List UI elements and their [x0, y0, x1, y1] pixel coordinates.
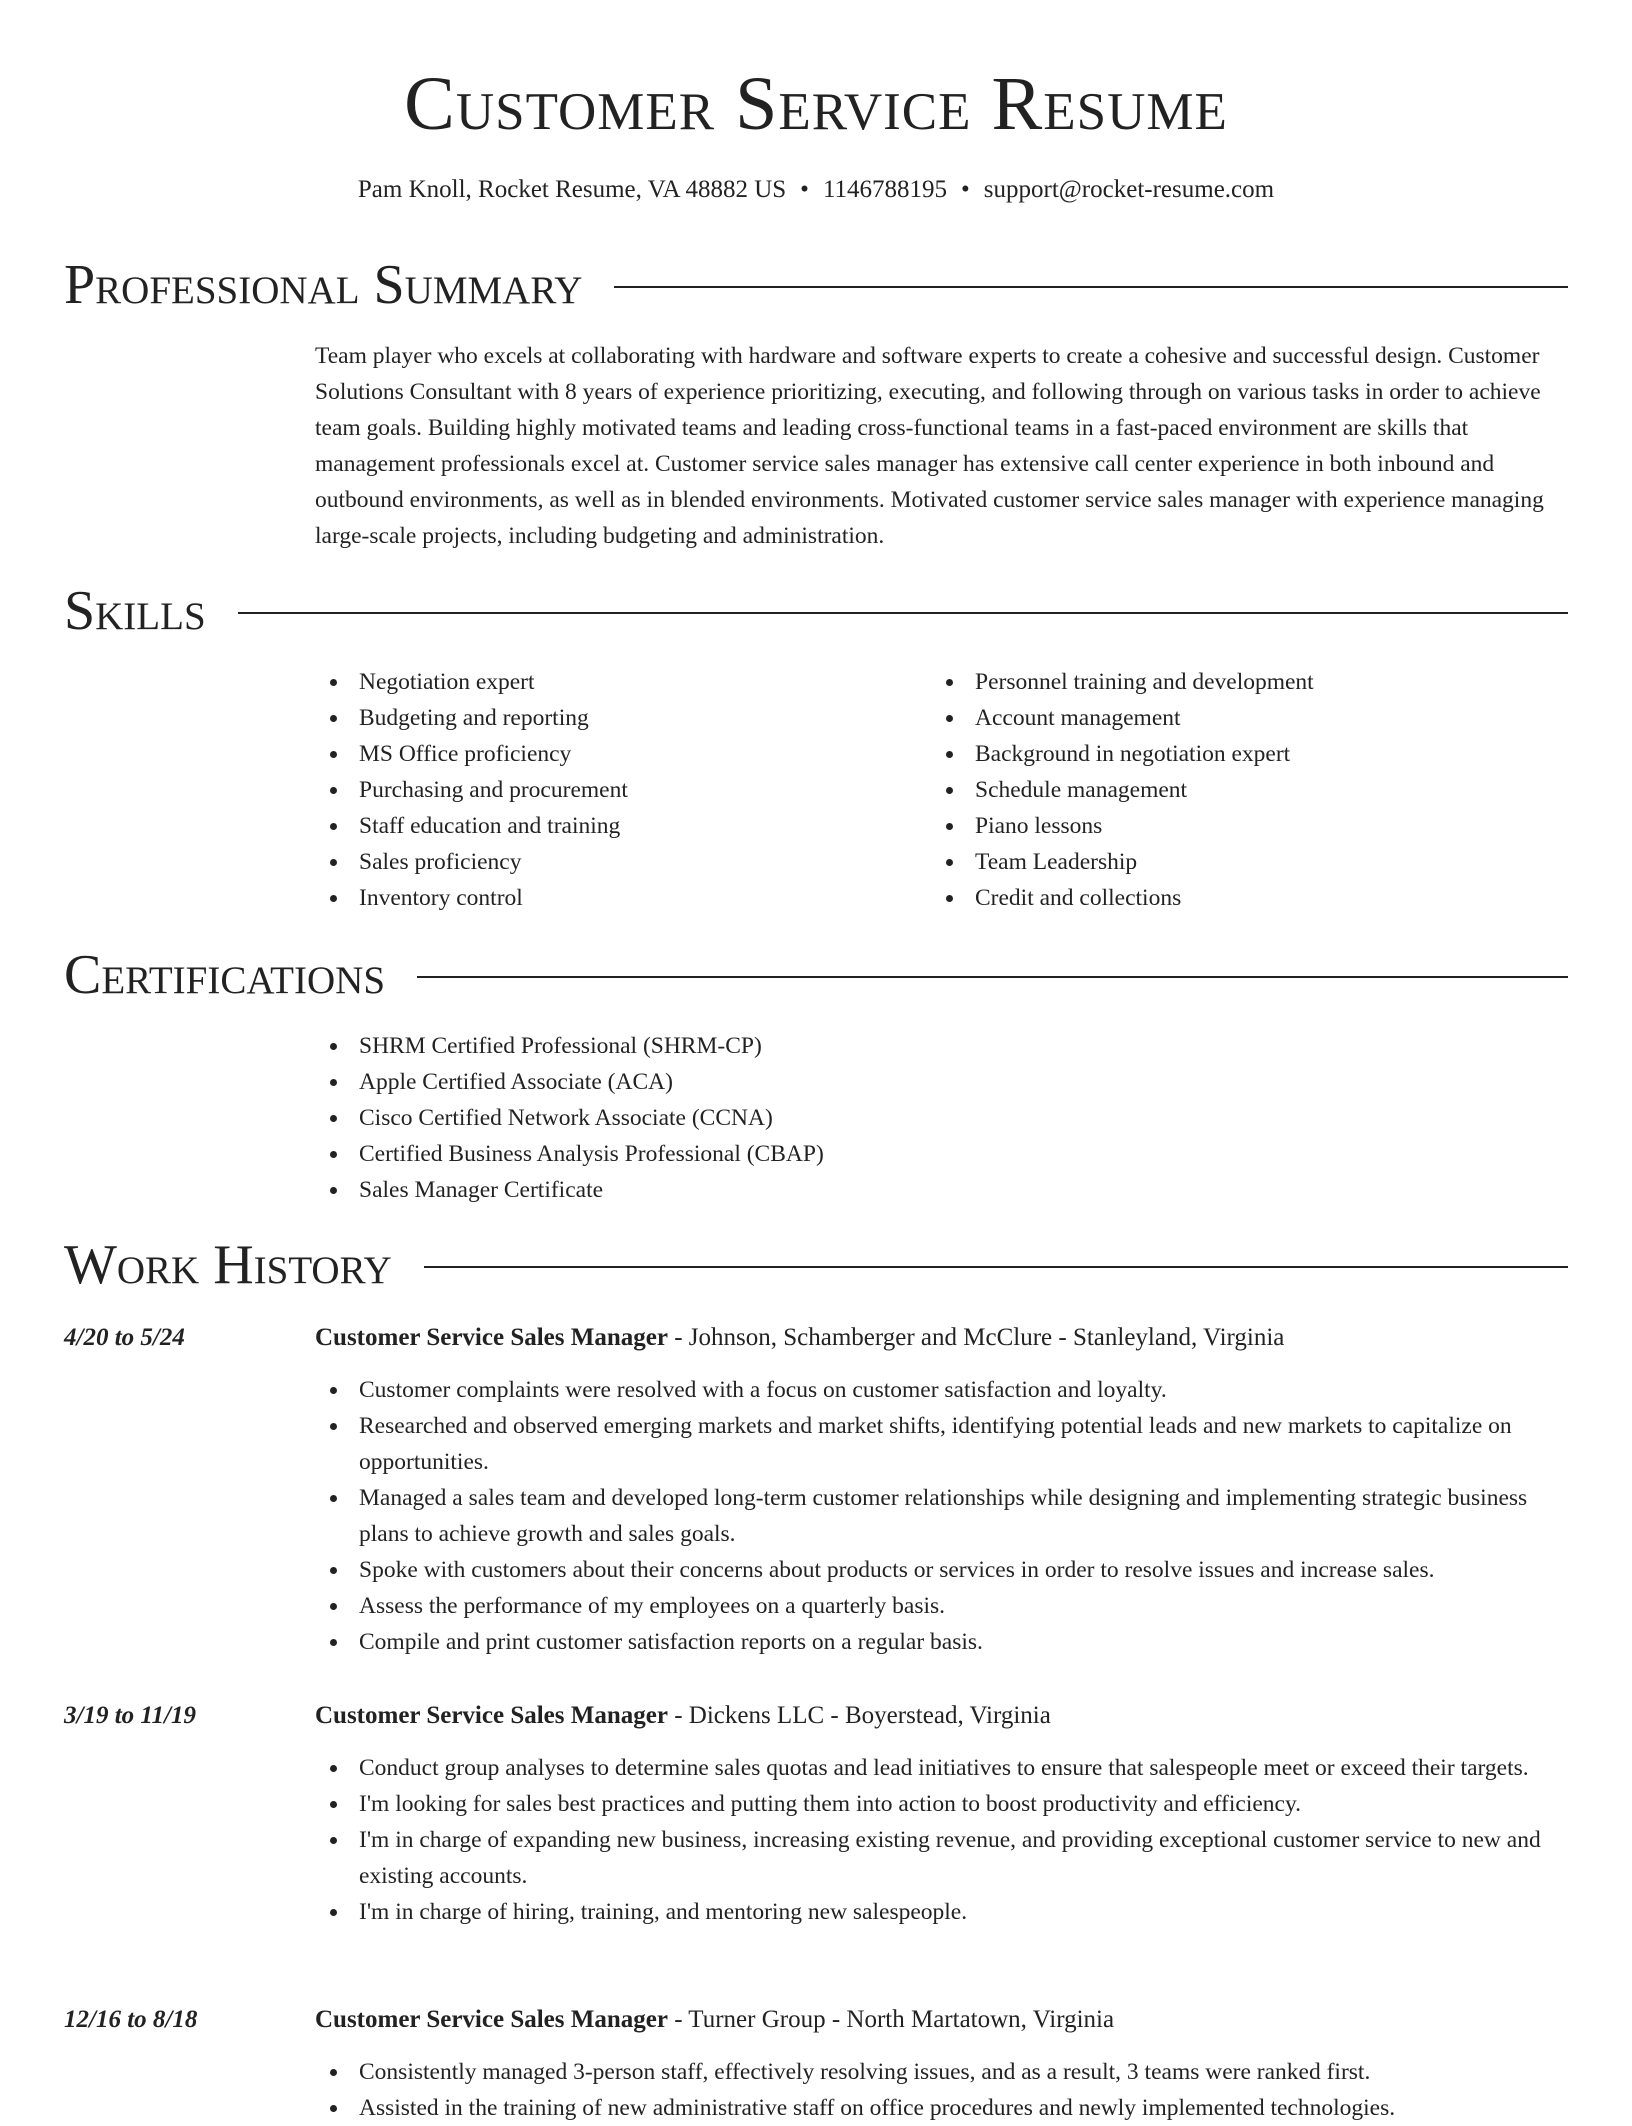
skills-list-left: [315, 664, 915, 916]
skill-item: Credit and collections: [931, 880, 1571, 916]
job-company-location: - Johnson, Schamberger and McClure - Stanleyland, Virginia: [667, 1324, 1285, 1351]
certification-item: Cisco Certified Network Associate (CCNA): [315, 1100, 1315, 1136]
section-divider: [614, 286, 1568, 288]
skill-item: Inventory control: [315, 880, 915, 916]
skill-item: MS Office proficiency: [315, 736, 915, 772]
skill-item: Personnel training and development: [931, 664, 1571, 700]
contact-address: Pam Knoll, Rocket Resume, VA 48882 US: [357, 176, 787, 203]
skill-item: Background in negotiation expert: [931, 736, 1571, 772]
work-history-heading: [64, 1232, 1568, 1298]
job-bullets: [315, 1372, 1570, 1660]
contact-email[interactable]: support@rocket-resume.com: [983, 176, 1275, 203]
skill-item: Schedule management: [931, 772, 1571, 808]
contact-separator: •: [800, 176, 809, 203]
job-title: Customer Service Sales Manager: [315, 2006, 668, 2033]
skills-heading-text: Skills: [64, 580, 206, 642]
skill-item: Budgeting and reporting: [315, 700, 915, 736]
job-bullet: Managed a sales team and developed long-term customer relationships while designing and implementing strategic business plans to achieve growth and sales goals.: [315, 1480, 1570, 1552]
certification-item: Certified Business Analysis Professional (CBAP): [315, 1136, 1315, 1172]
certification-item: Apple Certified Associate (ACA): [315, 1064, 1315, 1100]
certifications-heading-text: Certifications: [64, 944, 386, 1006]
job-bullets: [315, 1750, 1570, 1930]
job-bullet: Customer complaints were resolved with a focus on customer satisfaction and loyalty.: [315, 1372, 1570, 1408]
job-bullet: Compile and print customer satisfaction reports on a regular basis.: [315, 1624, 1570, 1660]
skills-heading: [64, 578, 1568, 644]
job-bullet: I'm in charge of hiring, training, and mentoring new salespeople.: [315, 1894, 1570, 1930]
job-header: [315, 2002, 1114, 2038]
skill-item: Account management: [931, 700, 1571, 736]
contact-separator: •: [961, 176, 970, 203]
skill-item: Team Leadership: [931, 844, 1571, 880]
skill-item: Negotiation expert: [315, 664, 915, 700]
job-header: [315, 1698, 1051, 1734]
section-divider: [417, 976, 1568, 978]
job-bullet: I'm in charge of expanding new business, increasing existing revenue, and providing exceptional customer service to new and existing accounts.: [315, 1822, 1570, 1894]
job-company-location: - Turner Group - North Martatown, Virginia: [667, 2006, 1115, 2033]
job-company-location: - Dickens LLC - Boyerstead, Virginia: [667, 1702, 1051, 1729]
section-divider: [424, 1266, 1568, 1268]
skill-item: Staff education and training: [315, 808, 915, 844]
skill-item: Piano lessons: [931, 808, 1571, 844]
job-dates: 4/20 to 5/24: [64, 1324, 185, 1351]
job-dates: 3/19 to 11/19: [64, 1702, 196, 1729]
skill-item: Purchasing and procurement: [315, 772, 915, 808]
job-bullet: Conduct group analyses to determine sales quotas and lead initiatives to ensure that salespeople meet or exceed their targets.: [315, 1750, 1570, 1786]
resume-title: Customer Service Resume: [404, 62, 1228, 146]
summary-text: Team player who excels at collaborating with hardware and software experts to create a cohesive and successful design. Customer Solutions Consultant with 8 years of experience prioritizing, executing, and following through on various tasks in order to achieve team goals. Building highly motivated teams and leading cross-functional teams in a fast-paced environment are skills that management professionals excel at. Customer service sales manager has extensive call center experience in both inbound and outbound environments, as well as in blended environments. Motivated customer service sales manager with experience managing large-scale projects, including budgeting and administration.: [315, 343, 1544, 549]
contact-line: [0, 172, 1632, 208]
job-bullet: Consistently managed 3-person staff, effectively resolving issues, and as a result, 3 teams were ranked first.: [315, 2054, 1570, 2090]
work-history-heading-text: Work History: [64, 1234, 392, 1296]
certifications-list: [315, 1028, 1315, 1208]
certification-item: Sales Manager Certificate: [315, 1172, 1315, 1208]
job-bullets: [315, 2054, 1570, 2126]
job-bullet: I'm looking for sales best practices and putting them into action to boost productivity and efficiency.: [315, 1786, 1570, 1822]
job-bullet: Assess the performance of my employees on a quarterly basis.: [315, 1588, 1570, 1624]
skills-list-right: [931, 664, 1571, 916]
skill-item: Sales proficiency: [315, 844, 915, 880]
job-bullet: Assisted in the training of new administrative staff on office procedures and newly implemented technologies.: [315, 2090, 1570, 2126]
job-bullet: Researched and observed emerging markets and market shifts, identifying potential leads and new markets to capitalize on opportunities.: [315, 1408, 1570, 1480]
certifications-heading: [64, 942, 1568, 1008]
summary-heading-text: Professional Summary: [64, 254, 583, 316]
job-dates: 12/16 to 8/18: [64, 2006, 198, 2033]
job-title: Customer Service Sales Manager: [315, 1702, 668, 1729]
summary-heading: [64, 252, 1568, 318]
job-title: Customer Service Sales Manager: [315, 1324, 668, 1351]
contact-phone: 1146788195: [822, 176, 948, 203]
job-bullet: Spoke with customers about their concerns about products or services in order to resolve issues and increase sales.: [315, 1552, 1570, 1588]
section-divider: [238, 612, 1568, 614]
certification-item: SHRM Certified Professional (SHRM-CP): [315, 1028, 1315, 1064]
job-header: [315, 1320, 1284, 1356]
